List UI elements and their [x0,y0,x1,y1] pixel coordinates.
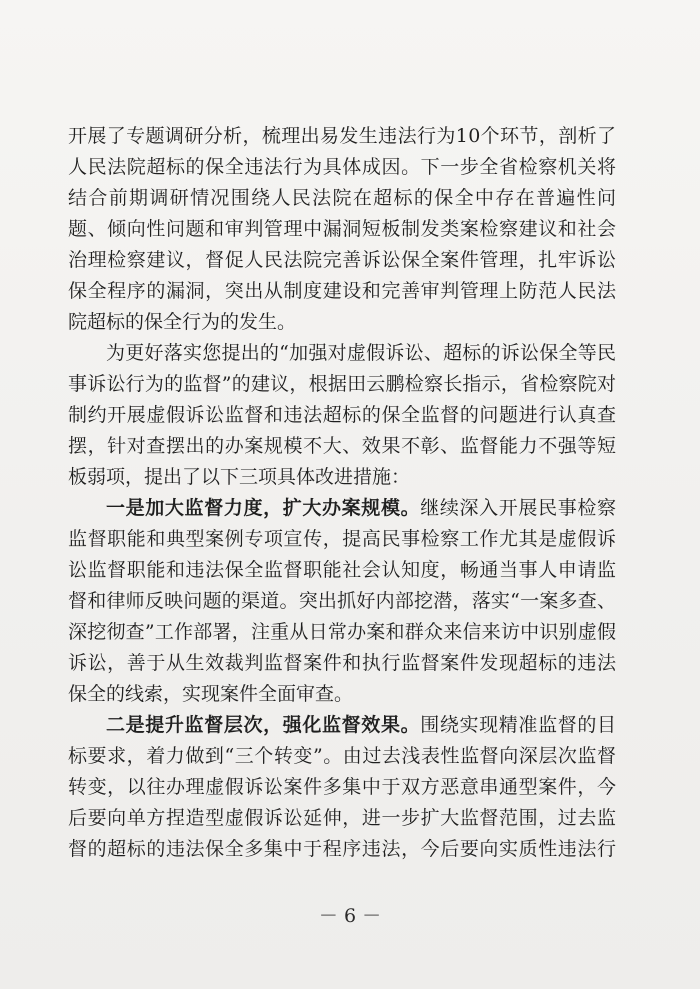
line-text: 院超标的保全行为的发生。 [68,311,297,333]
line-text: 转变，以往办理虚假诉讼案件多集中于双方恶意串通型案件，今 [68,776,617,798]
text-line [68,152,616,183]
text-line [68,431,616,462]
line-text: 结合前期调研情况围绕人民法院在超标的保全中存在普遍性问 [68,187,618,209]
line-text: 标要求，着力做到“三个转变”。由过去浅表性监督向深层次监督 [68,745,617,767]
text-line [68,121,616,152]
line-text: 监督职能和典型案例专项宣传，提高民事检察工作尤其是虚假诉 [68,528,617,550]
page-number: － 6 － [318,905,382,927]
text-line [68,834,616,865]
text-line [68,524,616,555]
line-text: 讼监督职能和违法保全监督职能社会认知度，畅通当事人申请监 [68,559,617,581]
text-line [68,400,616,431]
text-line [68,772,616,803]
line-text: 诉讼，善于从生效裁判监督案件和执行监督案件发现超标的违法 [68,652,617,674]
text-line [68,710,616,741]
line-text: 围绕实现精准监督的目 [420,714,617,736]
line-text: 后要向单方捏造型虚假诉讼延伸，进一步扩大监督范围，过去监 [68,807,617,829]
line-text: 治理检察建议，督促人民法院完善诉讼保全案件管理，扎牢诉讼 [68,249,617,271]
line-text: 督和律师反映问题的渠道。突出抓好内部挖潜，落实“一案多查、 [68,590,617,612]
section-heading: 二是提升监督层次，强化监督效果。 [106,714,421,736]
line-text: 制约开展虚假诉讼监督和违法超标的保全监督的问题进行认真查 [68,404,617,426]
line-text: 板弱项，提出了以下三项具体改进措施： [68,466,411,488]
text-line [68,307,616,338]
text-line [68,803,616,834]
line-text: 开展了专题调研分析，梳理出易发生违法行为10个环节，剖析了 [68,125,617,147]
document-body [68,121,616,865]
text-line [68,245,616,276]
line-text: 人民法院超标的保全违法行为具体成因。下一步全省检察机关将 [68,156,617,178]
text-line [68,555,616,586]
text-line [68,276,616,307]
text-line [68,462,616,493]
section-heading: 一是加大监督力度，扩大办案规模。 [106,497,421,519]
line-text: 继续深入开展民事检察 [420,497,617,519]
line-text: 保全程序的漏洞，突出从制度建设和完善审判管理上防范人民法 [68,280,617,302]
line-text: 保全的线索，实现案件全面审查。 [68,683,354,705]
text-line [68,679,616,710]
text-line [68,741,616,772]
text-line [68,183,616,214]
text-line [68,214,616,245]
line-text: 为更好落实您提出的“加强对虚假诉讼、超标的诉讼保全等民 [106,342,617,364]
line-text: 督的超标的违法保全多集中于程序违法，今后要向实质性违法行 [68,838,617,860]
text-line [68,493,616,524]
text-line [68,617,616,648]
line-text: 深挖彻查”工作部署，注重从日常办案和群众来信来访中识别虚假 [68,621,617,643]
text-line [68,586,616,617]
text-line [68,338,616,369]
line-text: 摆，针对查摆出的办案规模不大、效果不彰、监督能力不强等短 [68,435,617,457]
text-line [68,648,616,679]
line-text: 事诉讼行为的监督”的建议，根据田云鹏检察长指示，省检察院对 [68,373,617,395]
text-line [68,369,616,400]
line-text: 题、倾向性问题和审判管理中漏洞短板制发类案检察建议和社会 [68,218,617,240]
